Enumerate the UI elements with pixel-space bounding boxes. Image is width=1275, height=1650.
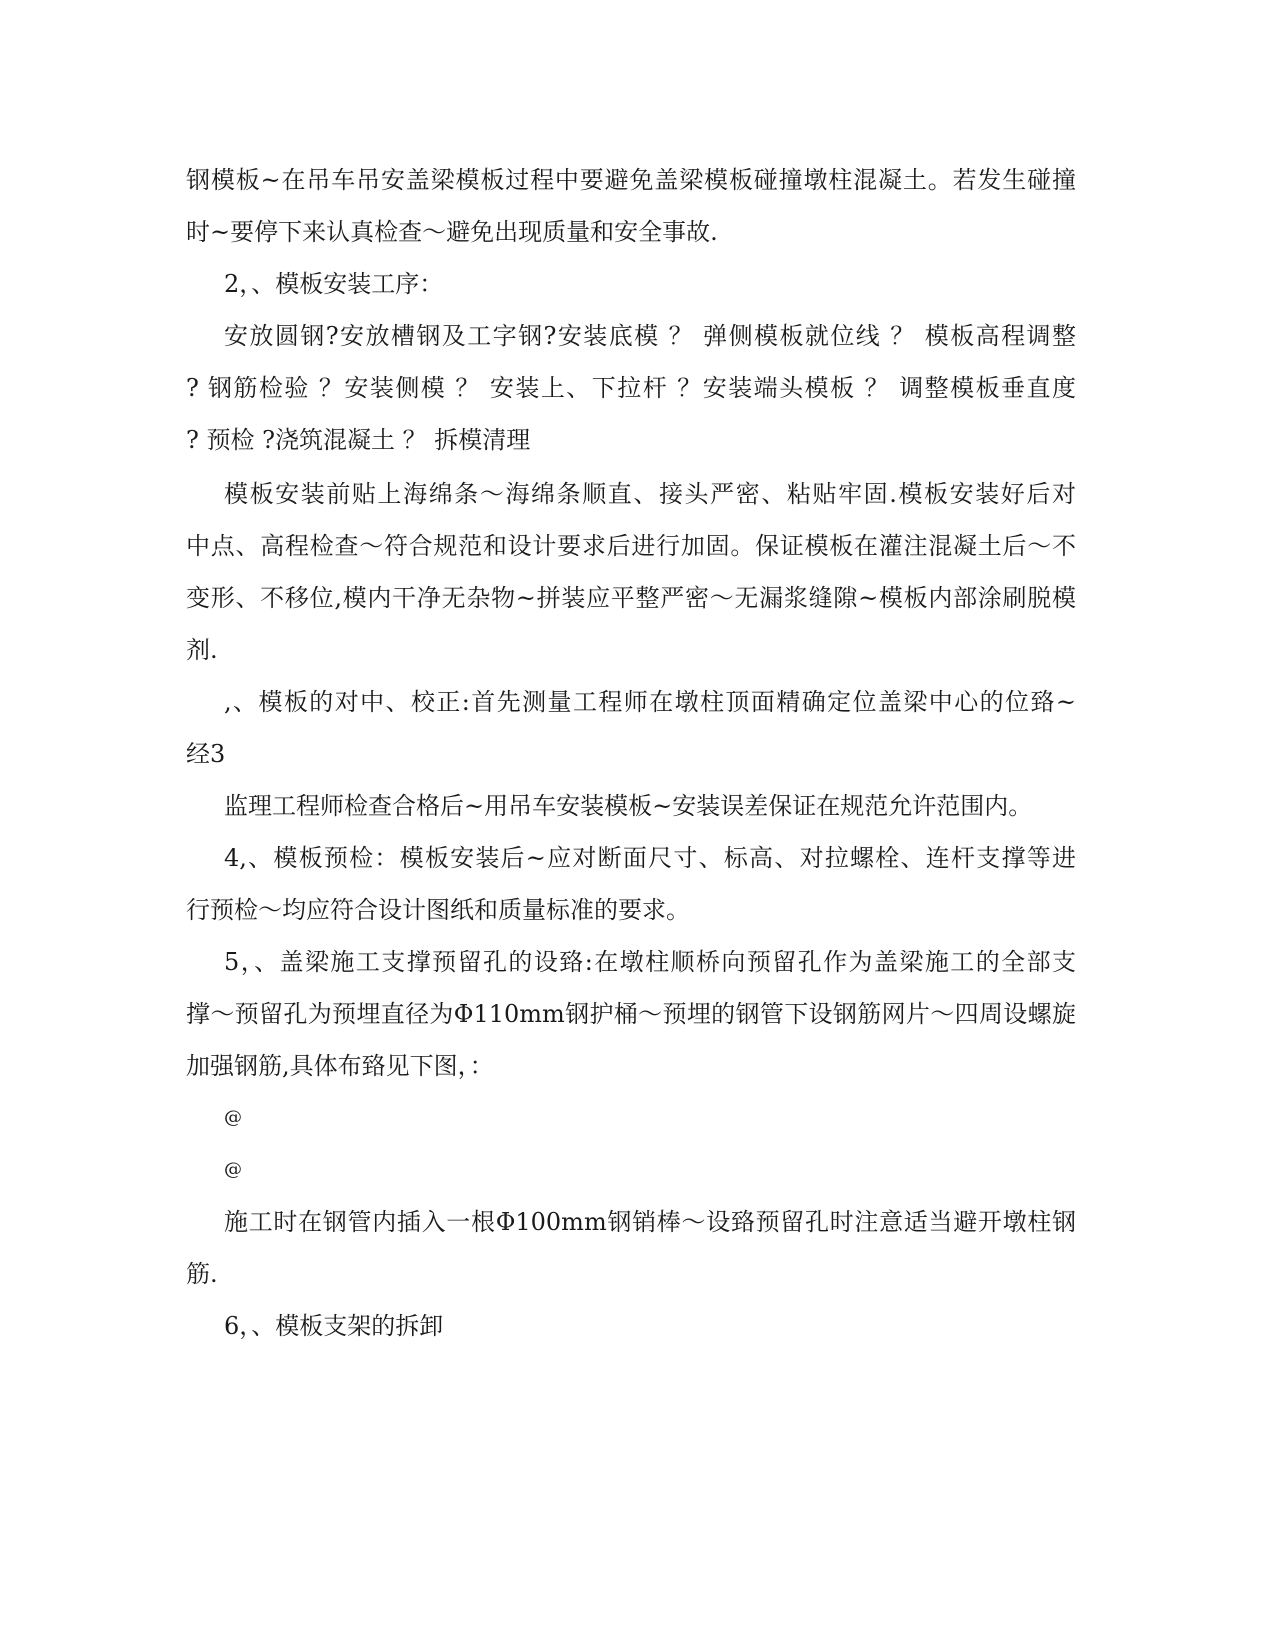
paragraph-line: 中点、高程检查～符合规范和设计要求后进行加固。保证模板在灌注混凝土后～不 xyxy=(186,532,1076,560)
paragraph-line: ? 钢筋检验 ？安装侧模 ？ 安装上、下拉杆 ？安装端头模板 ？ 调整模板垂直度 xyxy=(186,374,1076,402)
paragraph-line: 5，、盖梁施工支撑预留孔的设臵:在墩柱顺桥向预留孔作为盖梁施工的全部支 xyxy=(224,948,1076,976)
paragraph-line: 时~要停下来认真检查～避免出现质量和安全事故. xyxy=(186,218,718,246)
paragraph-line: 模板安装前贴上海绵条～海绵条顺直、接头严密、粘贴牢固.模板安装好后对 xyxy=(224,480,1076,508)
paragraph-line: 剂. xyxy=(186,636,218,664)
paragraph-line: 经3 xyxy=(186,740,226,768)
paragraph-line: ,、模板的对中、校正:首先测量工程师在墩柱顶面精确定位盖梁中心的位臵~ xyxy=(224,688,1076,716)
paragraph-line: 施工时在钢管内插入一根Φ100mm钢销棒～设臵预留孔时注意适当避开墩柱钢 xyxy=(224,1208,1076,1236)
paragraph-line: 撑～预留孔为预埋直径为Φ110mm钢护桶～预埋的钢管下设钢筋网片～四周设螺旋 xyxy=(186,1000,1076,1028)
image-placeholder-mark: @ xyxy=(224,1159,242,1180)
paragraph-line: 钢模板~在吊车吊安盖梁模板过程中要避免盖梁模板碰撞墩柱混凝土。若发生碰撞 xyxy=(186,166,1076,194)
section-heading: 6，、模板支架的拆卸 xyxy=(224,1312,444,1340)
paragraph-line: 4,、模板预检：模板安装后~应对断面尺寸、标高、对拉螺栓、连杆支撑等进 xyxy=(224,844,1076,872)
paragraph-line: 监理工程师检查合格后~用吊车安装模板~安装误差保证在规范允许范围内。 xyxy=(224,792,1033,820)
paragraph-line: 行预检～均应符合设计图纸和质量标准的要求。 xyxy=(186,896,690,924)
image-placeholder-mark: @ xyxy=(224,1107,242,1128)
paragraph-line: 筋. xyxy=(186,1260,218,1288)
paragraph-line: 安放圆钢?安放槽钢及工字钢?安装底模 ？ 弹侧模板就位线 ？ 模板高程调整 xyxy=(224,322,1076,350)
section-heading: 2，、模板安装工序： xyxy=(224,270,444,298)
paragraph-line: ? 预检 ?浇筑混凝土 ？ 拆模清理 xyxy=(186,426,531,454)
paragraph-line: 加强钢筋,具体布臵见下图，： xyxy=(186,1052,494,1080)
paragraph-line: 变形、不移位,模内干净无杂物~拼装应平整严密～无漏浆缝隙~模板内部涂刷脱模 xyxy=(186,584,1076,612)
